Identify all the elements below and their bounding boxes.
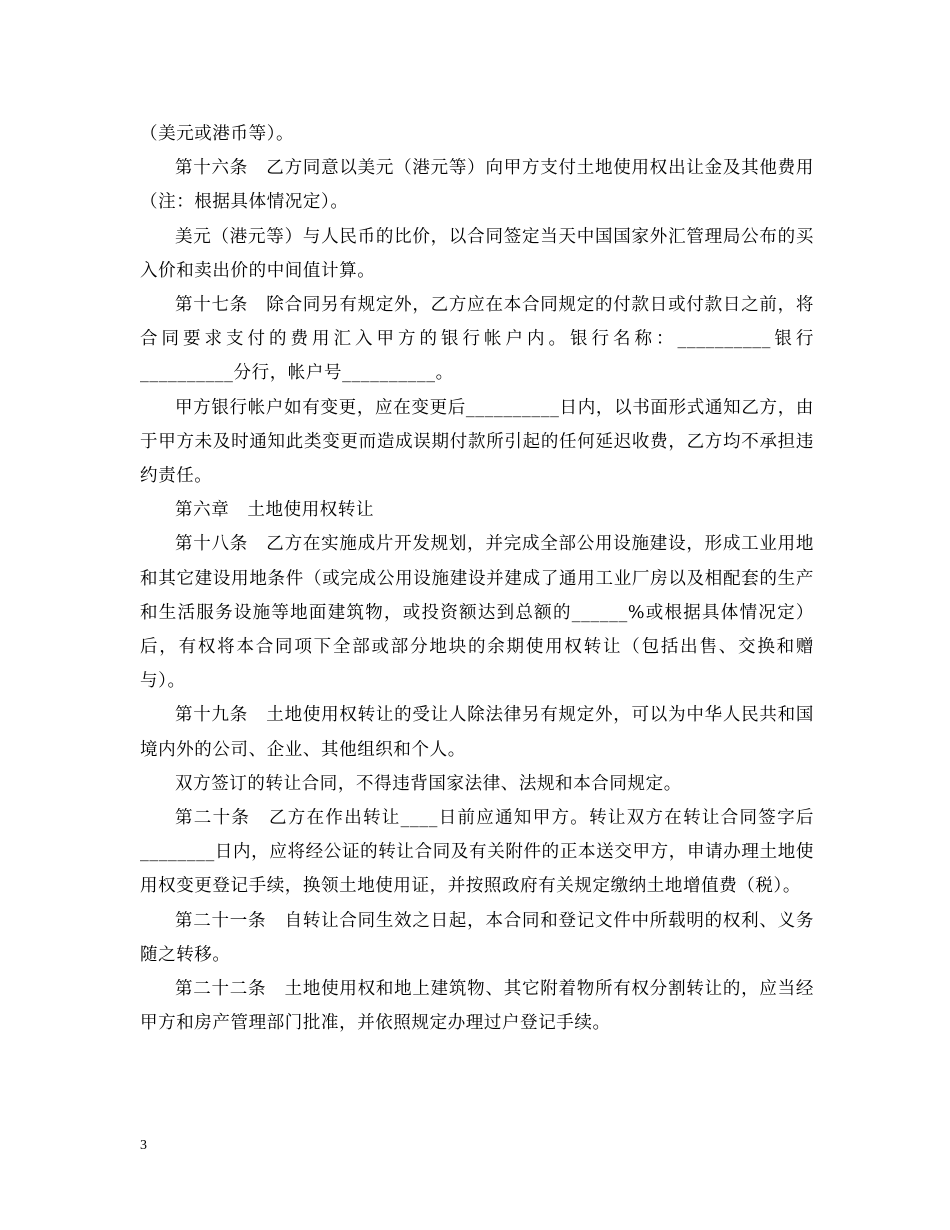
paragraph-account-change: 甲方银行帐户如有变更，应在变更后__________日内，以书面形式通知乙方，由于甲方未及时通知此类变更而造成误期付款所引起的任何延迟收费，乙方均不承担违约责任。 bbox=[140, 397, 814, 487]
paragraph-article-18: 第十八条 乙方在实施成片开发规划，并完成全部公用设施建设，形成工业用地和其它建设用地条件（或完成公用设施建设并建成了通用工业厂房以及相配套的生产和生活服务设施等地面建筑物，或投资额达到总额的______%或根据具体情况定）后，有权将本合同项下全部或部分地块的余期使用权转让（包括出售、交换和赠与）。 bbox=[140, 534, 814, 692]
paragraph-currency-note: （美元或港币等）。 bbox=[140, 124, 295, 144]
paragraph-article-17: 第十七条 除合同另有规定外，乙方应在本合同规定的付款日或付款日之前，将合同要求支付的费用汇入甲方的银行帐户内。银行名称：__________银行__________分行，帐户号__________。 bbox=[140, 295, 814, 384]
paragraph-article-22: 第二十二条 土地使用权和地上建筑物、其它附着物所有权分割转让的，应当经甲方和房产管理部门批准，并依照规定办理过户登记手续。 bbox=[140, 979, 814, 1034]
document-body bbox=[140, 117, 814, 1040]
paragraph-article-20: 第二十条 乙方在作出转让____日前应通知甲方。转让双方在转让合同签字后________日内，应将经公证的转让合同及有关附件的正本送交甲方，申请办理土地使用权变更登记手续，换领土地使用证，并按照政府有关规定缴纳土地增值费（税）。 bbox=[140, 808, 814, 897]
paragraph-article-19: 第十九条 土地使用权转让的受让人除法律另有规定外，可以为中华人民共和国境内外的公司、企业、其他组织和个人。 bbox=[140, 705, 814, 760]
chapter-heading: 第六章 土地使用权转让 bbox=[175, 500, 375, 521]
paragraph-exchange-rate: 美元（港元等）与人民币的比价，以合同签定当天中国国家外汇管理局公布的买入价和卖出价的中间值计算。 bbox=[140, 226, 814, 281]
paragraph-transfer-contract: 双方签订的转让合同，不得违背国家法律、法规和本合同规定。 bbox=[175, 773, 682, 794]
paragraph-article-16: 第十六条 乙方同意以美元（港元等）向甲方支付土地使用权出让金及其他费用（注：根据具体情况定）。 bbox=[140, 158, 814, 213]
paragraph-article-21: 第二十一条 自转让合同生效之日起，本合同和登记文件中所载明的权利、义务随之转移。 bbox=[140, 910, 814, 965]
page-number: 3 bbox=[140, 1138, 147, 1153]
